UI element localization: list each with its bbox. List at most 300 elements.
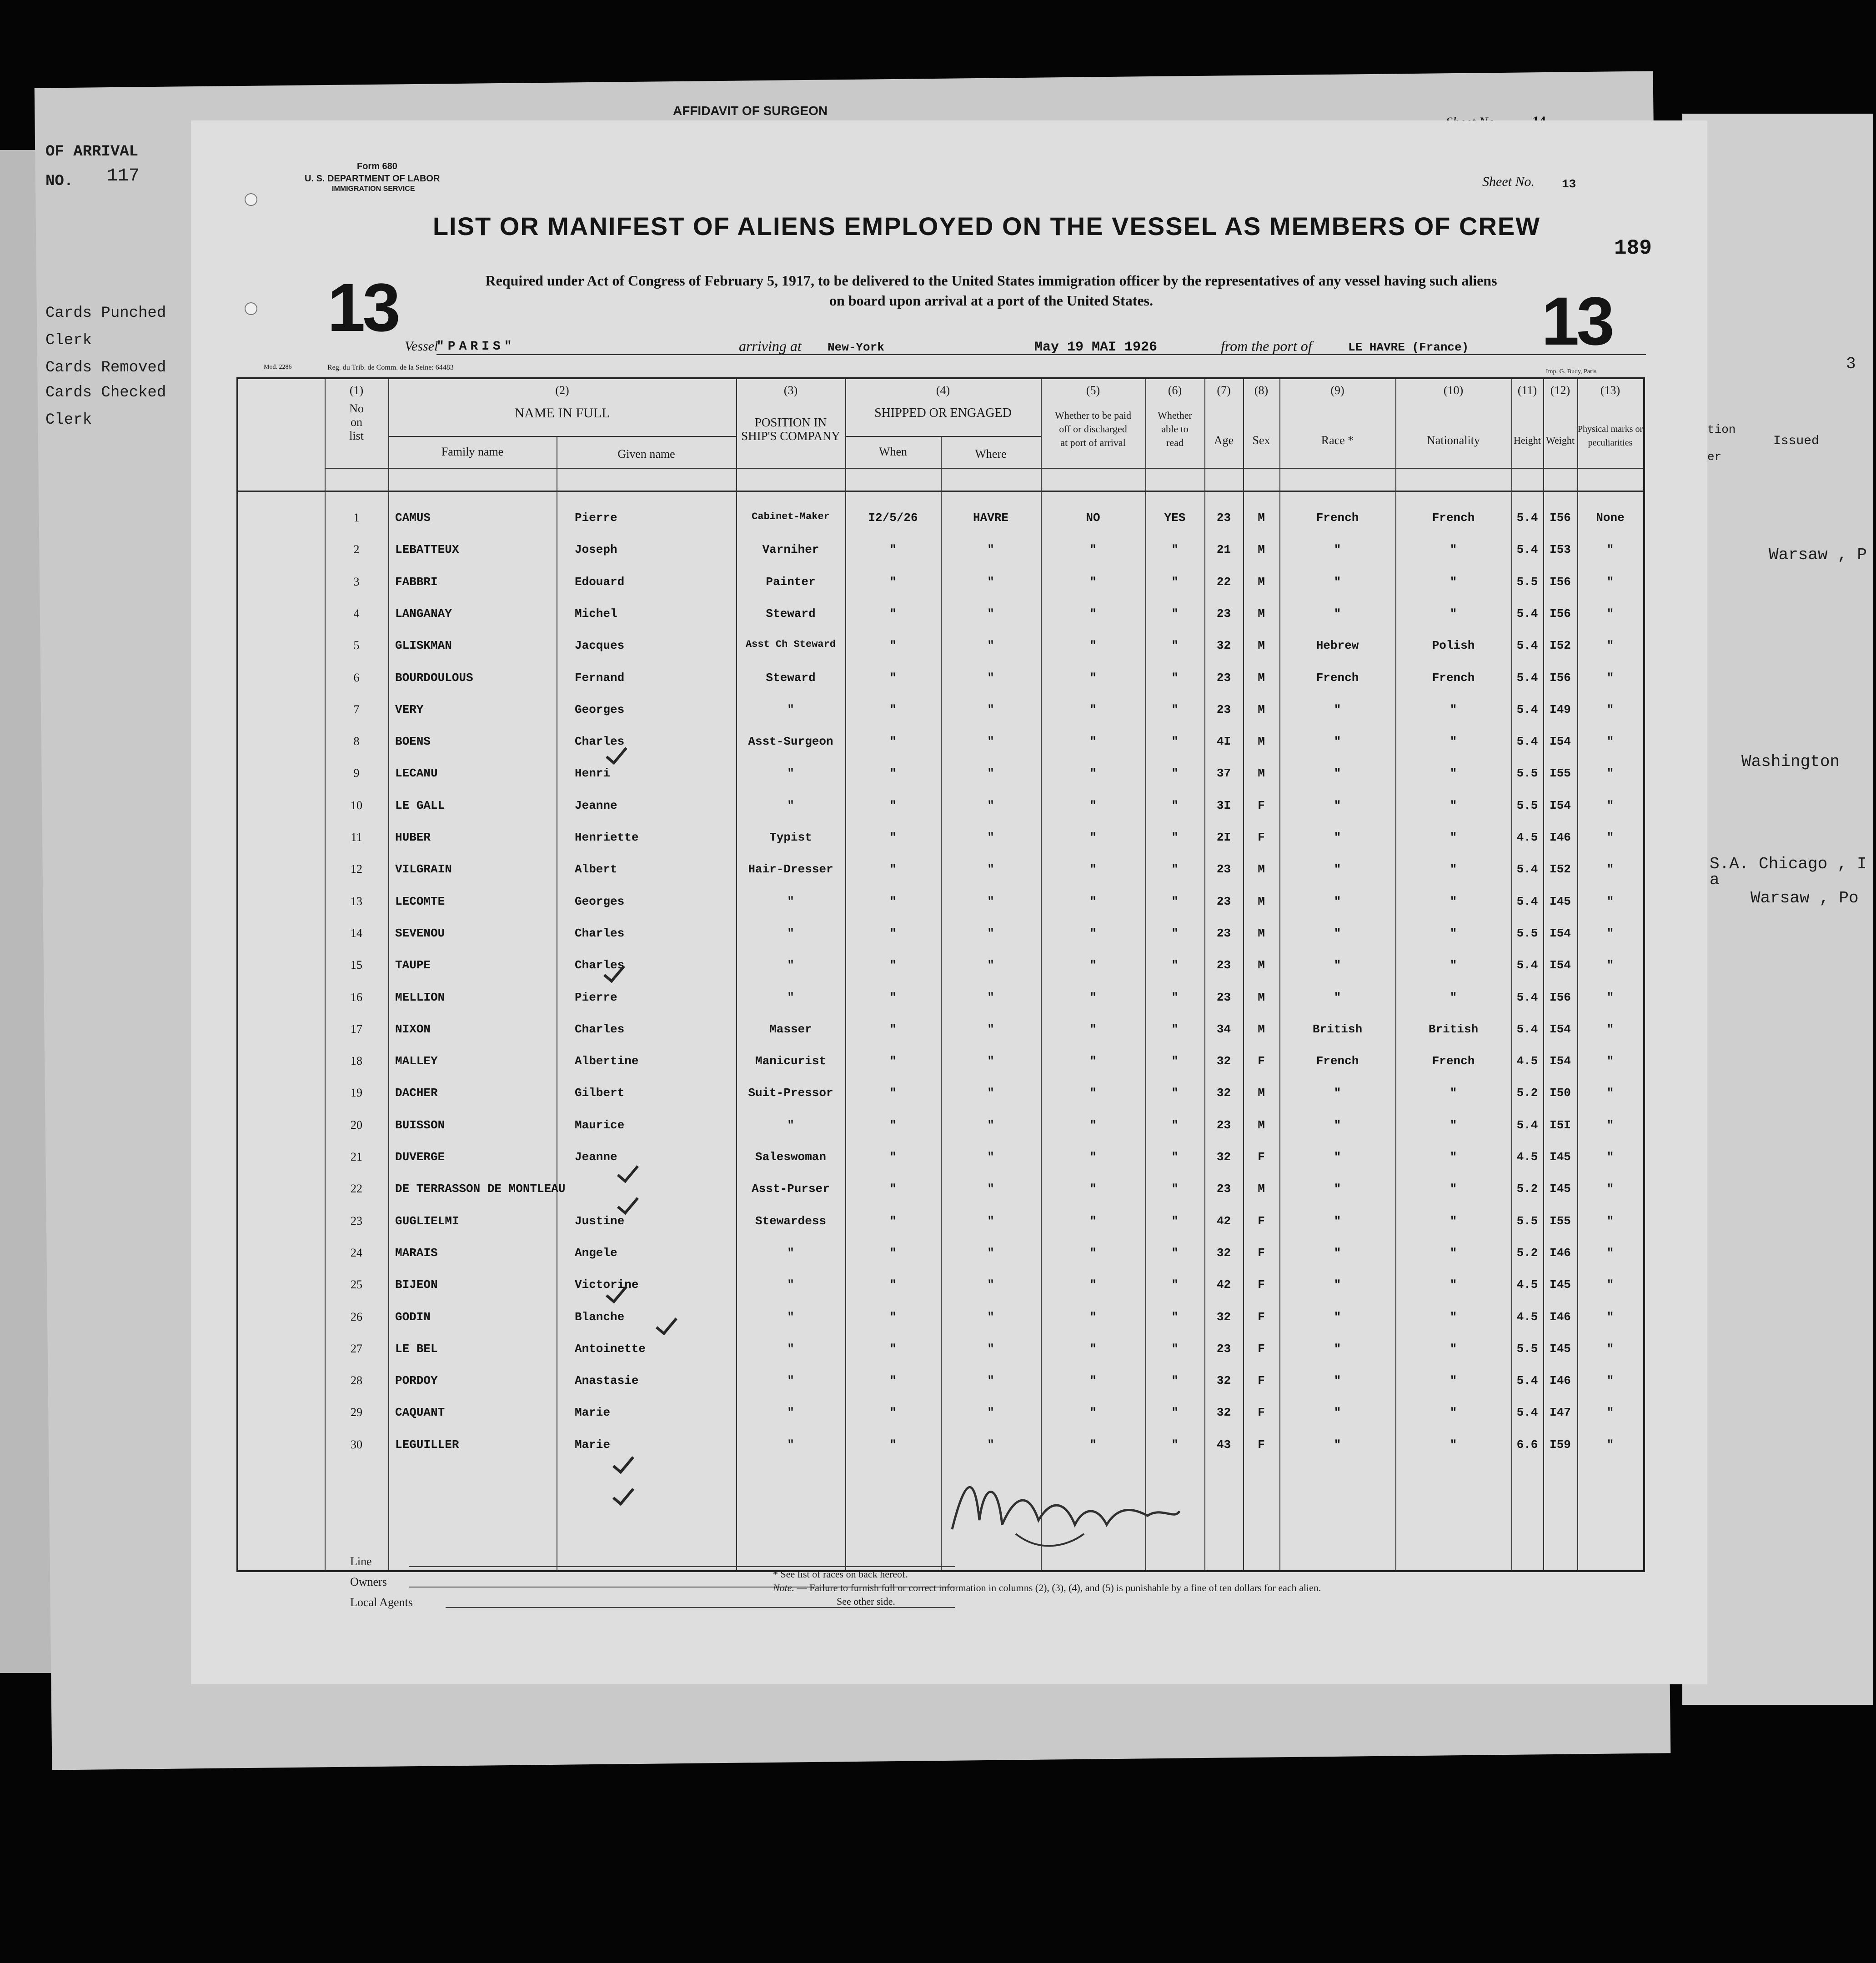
cell-age: 23 bbox=[1216, 1342, 1231, 1356]
cell-position: Cabinet-Maker bbox=[752, 511, 830, 522]
cell-given: Maurice bbox=[575, 1118, 625, 1132]
cell-paid: NO bbox=[1086, 511, 1100, 525]
cell-sex: M bbox=[1258, 990, 1265, 1004]
cell-nationality: " bbox=[1450, 702, 1457, 716]
cell-height: 5.4 bbox=[1516, 990, 1538, 1004]
cell-nationality: " bbox=[1450, 798, 1457, 812]
cell-where: " bbox=[987, 735, 994, 749]
footnote-races: * See list of races on back hereof. bbox=[773, 1568, 908, 1580]
cell-position: " bbox=[787, 1437, 794, 1452]
manifest-sheet bbox=[191, 120, 1707, 1684]
cell-position: Manicurist bbox=[755, 1054, 827, 1068]
footnote-see-other-side: See other side. bbox=[837, 1596, 895, 1607]
manifest-subtitle bbox=[336, 270, 1646, 310]
cell-sex: M bbox=[1258, 926, 1265, 940]
cell-read: " bbox=[1171, 639, 1179, 653]
cell-no: 22 bbox=[351, 1182, 362, 1196]
cell-height: 5.5 bbox=[1516, 1342, 1538, 1356]
cell-when: " bbox=[889, 1374, 897, 1388]
table-row bbox=[238, 735, 1643, 766]
cell-read: " bbox=[1171, 735, 1179, 749]
cell-no: 15 bbox=[351, 958, 362, 972]
cell-read: " bbox=[1171, 543, 1179, 557]
cell-race: " bbox=[1334, 1437, 1341, 1452]
cell-no: 20 bbox=[351, 1118, 362, 1132]
cell-read: " bbox=[1171, 702, 1179, 716]
cell-position: Asst-Purser bbox=[752, 1182, 830, 1196]
cell-sex: F bbox=[1258, 1054, 1265, 1068]
cell-race: " bbox=[1334, 606, 1341, 621]
cell-sex: M bbox=[1258, 639, 1265, 653]
cell-height: 4.5 bbox=[1516, 831, 1538, 844]
cell-where: " bbox=[987, 1022, 994, 1036]
cell-read: " bbox=[1171, 575, 1179, 589]
cell-weight: I56 bbox=[1550, 990, 1571, 1004]
cell-age: 32 bbox=[1216, 1374, 1231, 1388]
cell-when: " bbox=[889, 1022, 897, 1036]
cell-nationality: " bbox=[1450, 1182, 1457, 1196]
cell-where: " bbox=[987, 1374, 994, 1388]
cell-family: PORDOY bbox=[395, 1374, 438, 1388]
cell-age: 42 bbox=[1216, 1278, 1231, 1292]
cell-sex: M bbox=[1258, 702, 1265, 716]
table-row bbox=[238, 1342, 1643, 1374]
cell-race: French bbox=[1316, 1054, 1359, 1068]
binder-hole bbox=[245, 193, 257, 206]
cell-where: " bbox=[987, 1182, 994, 1196]
cell-race: Hebrew bbox=[1316, 639, 1359, 653]
cell-no: 19 bbox=[351, 1086, 362, 1100]
cell-family: DACHER bbox=[395, 1086, 438, 1100]
cell-sex: M bbox=[1258, 606, 1265, 621]
cell-when: " bbox=[889, 671, 897, 685]
cell-given: Georges bbox=[575, 894, 625, 908]
cell-when: " bbox=[889, 1182, 897, 1196]
col-8-number: (8) bbox=[1254, 384, 1269, 397]
cell-given: Antoinette bbox=[575, 1342, 646, 1356]
cell-paid: " bbox=[1089, 958, 1097, 972]
cell-family: CAQUANT bbox=[395, 1406, 445, 1420]
cell-sex: F bbox=[1258, 1150, 1265, 1164]
cell-given: Henriette bbox=[575, 831, 639, 844]
cell-family: SEVENOU bbox=[395, 926, 445, 940]
cell-sex: F bbox=[1258, 1278, 1265, 1292]
cell-paid: " bbox=[1089, 1054, 1097, 1068]
cell-sex: M bbox=[1258, 1022, 1265, 1036]
cell-where: " bbox=[987, 671, 994, 685]
table-row bbox=[238, 1150, 1643, 1182]
cell-age: 21 bbox=[1216, 543, 1231, 557]
cell-marks: " bbox=[1606, 671, 1614, 685]
arriving-value: New-York bbox=[828, 341, 884, 354]
cell-nationality: " bbox=[1450, 1086, 1457, 1100]
col-3-label: POSITION IN SHIP'S COMPANY bbox=[741, 416, 840, 443]
cell-age: 32 bbox=[1216, 1406, 1231, 1420]
cell-sex: M bbox=[1258, 766, 1265, 781]
cell-weight: I54 bbox=[1550, 1054, 1571, 1068]
cell-marks: " bbox=[1606, 1086, 1614, 1100]
cell-paid: " bbox=[1089, 735, 1097, 749]
cell-age: 32 bbox=[1216, 1246, 1231, 1260]
cell-position: Stewardess bbox=[755, 1214, 827, 1228]
cell-sex: M bbox=[1258, 735, 1265, 749]
cell-when: " bbox=[889, 926, 897, 940]
cell-weight: I45 bbox=[1550, 894, 1571, 908]
table-row bbox=[238, 958, 1643, 990]
col-12-number: (12) bbox=[1550, 384, 1570, 397]
cell-weight: I54 bbox=[1550, 798, 1571, 812]
cell-no: 29 bbox=[351, 1406, 362, 1419]
cell-given: Anastasie bbox=[575, 1374, 639, 1388]
cell-paid: " bbox=[1089, 639, 1097, 653]
cell-when: " bbox=[889, 1150, 897, 1164]
cell-height: 5.4 bbox=[1516, 1118, 1538, 1132]
page-number: 189 bbox=[1614, 236, 1652, 260]
table-row bbox=[238, 1118, 1643, 1150]
cell-given: Justine bbox=[575, 1214, 625, 1228]
cell-read: " bbox=[1171, 798, 1179, 812]
cell-given: Edouard bbox=[575, 575, 625, 589]
cell-weight: I54 bbox=[1550, 735, 1571, 749]
cell-position: Asst-Surgeon bbox=[748, 735, 833, 749]
department: U. S. DEPARTMENT OF LABOR bbox=[305, 174, 440, 184]
arriving-underline bbox=[828, 354, 1646, 355]
cell-paid: " bbox=[1089, 1022, 1097, 1036]
cell-read: " bbox=[1171, 1182, 1179, 1196]
cell-read: " bbox=[1171, 926, 1179, 940]
cell-given: Albert bbox=[575, 862, 617, 876]
note-text: — Failure to furnish full or correct information in columns (2), (3), (4), and (5) is punishable by a fine of ten dollars for each alien. bbox=[797, 1582, 1321, 1593]
cell-where: " bbox=[987, 606, 994, 621]
table-row bbox=[238, 1022, 1643, 1054]
cell-read: " bbox=[1171, 1054, 1179, 1068]
cell-sex: F bbox=[1258, 1374, 1265, 1388]
col-7-label: Age bbox=[1214, 434, 1234, 447]
cell-paid: " bbox=[1089, 1342, 1097, 1356]
cell-no: 30 bbox=[351, 1437, 362, 1451]
cell-read: YES bbox=[1164, 511, 1186, 525]
cell-position: " bbox=[787, 1118, 794, 1132]
cell-no: 5 bbox=[353, 639, 360, 652]
cell-marks: " bbox=[1606, 862, 1614, 876]
cell-age: 23 bbox=[1216, 894, 1231, 908]
sheet-number-stamp-left: 13 bbox=[327, 269, 398, 346]
col-5-number: (5) bbox=[1086, 384, 1100, 397]
cell-family: MALLEY bbox=[395, 1054, 438, 1068]
table-row bbox=[238, 511, 1643, 543]
crew-table bbox=[236, 377, 1645, 1572]
subtitle-line-1: Required under Act of Congress of February 5, 1917, to be delivered to the United States immigration officer by the representatives of any vessel having such aliens bbox=[485, 272, 1497, 289]
cell-nationality: " bbox=[1450, 766, 1457, 781]
cell-race: " bbox=[1334, 1118, 1341, 1132]
cell-weight: I46 bbox=[1550, 1310, 1571, 1324]
cell-when: " bbox=[889, 1342, 897, 1356]
cell-age: 23 bbox=[1216, 1118, 1231, 1132]
col-12-label: Weight bbox=[1546, 435, 1575, 446]
col-7-number: (7) bbox=[1217, 384, 1231, 397]
cell-when: " bbox=[889, 958, 897, 972]
cell-nationality: " bbox=[1450, 1406, 1457, 1420]
col-4-when: When bbox=[878, 445, 908, 458]
line-underline bbox=[409, 1566, 955, 1567]
cell-paid: " bbox=[1089, 543, 1097, 557]
cell-given: Jacques bbox=[575, 639, 625, 653]
cell-given: Henri bbox=[575, 766, 611, 781]
left-stub-no-value: 117 bbox=[107, 166, 140, 186]
table-row bbox=[238, 1374, 1643, 1406]
line-label: Line bbox=[350, 1555, 372, 1568]
cell-marks: " bbox=[1606, 958, 1614, 972]
cell-height: 5.4 bbox=[1516, 606, 1538, 621]
cell-height: 5.4 bbox=[1516, 702, 1538, 716]
cell-position: " bbox=[787, 894, 794, 908]
cell-family: NIXON bbox=[395, 1022, 431, 1036]
cell-marks: " bbox=[1606, 1246, 1614, 1260]
registration: Reg. du Trib. de Comm. de la Seine: 64483 bbox=[327, 364, 454, 371]
cell-height: 5.4 bbox=[1516, 511, 1538, 525]
cell-where: " bbox=[987, 543, 994, 557]
cell-read: " bbox=[1171, 862, 1179, 876]
table-row bbox=[238, 1214, 1643, 1246]
cell-where: " bbox=[987, 1437, 994, 1452]
header-divider bbox=[388, 436, 736, 437]
col-9-label: Race * bbox=[1321, 434, 1354, 447]
cell-nationality: " bbox=[1450, 926, 1457, 940]
arriving-label: arriving at bbox=[739, 338, 802, 354]
cell-nationality: " bbox=[1450, 990, 1457, 1004]
cell-sex: F bbox=[1258, 1214, 1265, 1228]
cell-where: " bbox=[987, 575, 994, 589]
cell-position: Suit-Pressor bbox=[748, 1086, 833, 1100]
cell-height: 5.2 bbox=[1516, 1086, 1538, 1100]
vessel-label: Vessel bbox=[405, 339, 438, 354]
cell-weight: I56 bbox=[1550, 671, 1571, 685]
manifest-title: LIST OR MANIFEST OF ALIENS EMPLOYED ON THE VESSEL AS MEMBERS OF CREW bbox=[432, 212, 1541, 240]
cell-position: Varniher bbox=[762, 543, 819, 557]
col-6-number: (6) bbox=[1168, 384, 1182, 397]
cell-race: French bbox=[1316, 511, 1359, 525]
cell-where: " bbox=[987, 926, 994, 940]
cell-where: " bbox=[987, 766, 994, 781]
cell-race: " bbox=[1334, 1374, 1341, 1388]
cell-family: MARAIS bbox=[395, 1246, 438, 1260]
cell-weight: I46 bbox=[1550, 1374, 1571, 1388]
cell-position: " bbox=[787, 958, 794, 972]
cell-weight: I47 bbox=[1550, 1406, 1571, 1420]
cell-marks: " bbox=[1606, 575, 1614, 589]
cell-position: " bbox=[787, 1246, 794, 1260]
cell-age: 43 bbox=[1216, 1437, 1231, 1452]
table-row bbox=[238, 895, 1643, 926]
cell-no: 2 bbox=[353, 543, 360, 556]
cell-read: " bbox=[1171, 606, 1179, 621]
cell-when: " bbox=[889, 575, 897, 589]
cell-sex: M bbox=[1258, 1118, 1265, 1132]
cell-no: 3 bbox=[353, 575, 360, 588]
cell-family: GODIN bbox=[395, 1310, 431, 1324]
cell-weight: I45 bbox=[1550, 1278, 1571, 1292]
cell-age: 32 bbox=[1216, 1310, 1231, 1324]
cell-age: 2I bbox=[1216, 831, 1231, 844]
cell-no: 1 bbox=[353, 511, 360, 524]
cell-read: " bbox=[1171, 1022, 1179, 1036]
cell-when: " bbox=[889, 1406, 897, 1420]
cell-no: 21 bbox=[351, 1150, 362, 1163]
cell-family: LE GALL bbox=[395, 798, 445, 812]
cell-where: " bbox=[987, 1310, 994, 1324]
left-stub-line-5: Clerk bbox=[45, 411, 92, 429]
cell-age: 23 bbox=[1216, 958, 1231, 972]
right-stub-entry-3: S.A. Chicago , I bbox=[1710, 855, 1867, 873]
cell-given: Joseph bbox=[575, 543, 617, 557]
cell-position: " bbox=[787, 1342, 794, 1356]
cell-given: Charles bbox=[575, 735, 625, 749]
cell-height: 5.5 bbox=[1516, 575, 1538, 589]
cell-height: 5.4 bbox=[1516, 1406, 1538, 1420]
cell-read: " bbox=[1171, 1406, 1179, 1420]
cell-marks: " bbox=[1606, 1437, 1614, 1452]
cell-race: French bbox=[1316, 671, 1359, 685]
cell-position: Steward bbox=[766, 606, 816, 621]
cell-no: 18 bbox=[351, 1054, 362, 1068]
cell-paid: " bbox=[1089, 831, 1097, 844]
cell-paid: " bbox=[1089, 1374, 1097, 1388]
cell-position: Steward bbox=[766, 671, 816, 685]
cell-height: 5.4 bbox=[1516, 543, 1538, 557]
cell-age: 23 bbox=[1216, 511, 1231, 525]
col-2-given: Given name bbox=[617, 447, 675, 461]
cell-sex: F bbox=[1258, 1310, 1265, 1324]
cell-given: Pierre bbox=[575, 990, 617, 1004]
cell-nationality: " bbox=[1450, 575, 1457, 589]
cell-age: 32 bbox=[1216, 1150, 1231, 1164]
cell-nationality: " bbox=[1450, 1118, 1457, 1132]
cell-position: " bbox=[787, 798, 794, 812]
cell-family: BUISSON bbox=[395, 1118, 445, 1132]
col-9-number: (9) bbox=[1330, 384, 1344, 397]
table-row bbox=[238, 862, 1643, 894]
cell-height: 4.5 bbox=[1516, 1054, 1538, 1068]
cell-position: Hair-Dresser bbox=[748, 862, 833, 876]
cell-when: " bbox=[889, 766, 897, 781]
left-stub-line-1: Cards Punched bbox=[45, 305, 166, 322]
right-stub-col-3: 3 bbox=[1846, 355, 1856, 373]
col-4-label: SHIPPED OR ENGAGED bbox=[874, 406, 1012, 420]
cell-sex: F bbox=[1258, 1246, 1265, 1260]
cell-race: " bbox=[1334, 543, 1341, 557]
cell-position: " bbox=[787, 1406, 794, 1420]
cell-weight: I56 bbox=[1550, 511, 1571, 525]
cell-no: 6 bbox=[353, 671, 360, 684]
cell-read: " bbox=[1171, 831, 1179, 844]
left-stub-line-2: Clerk bbox=[45, 332, 92, 349]
cell-race: " bbox=[1334, 831, 1341, 844]
cell-height: 5.5 bbox=[1516, 766, 1538, 781]
cell-sex: M bbox=[1258, 862, 1265, 876]
cell-no: 13 bbox=[351, 894, 362, 908]
right-stub-entry-4: a bbox=[1710, 871, 1720, 889]
right-stub-col-issued: Issued bbox=[1773, 434, 1819, 448]
cell-given: Pierre bbox=[575, 511, 617, 525]
header-bottom bbox=[238, 491, 1643, 492]
cell-family: LEGUILLER bbox=[395, 1437, 459, 1452]
cell-position: Saleswoman bbox=[755, 1150, 827, 1164]
header-divider bbox=[325, 468, 1643, 469]
cell-age: 3I bbox=[1216, 798, 1231, 812]
cell-race: " bbox=[1334, 702, 1341, 716]
cell-weight: I50 bbox=[1550, 1086, 1571, 1100]
cell-weight: I52 bbox=[1550, 639, 1571, 653]
cell-paid: " bbox=[1089, 1406, 1097, 1420]
cell-when: " bbox=[889, 543, 897, 557]
cell-where: " bbox=[987, 639, 994, 653]
cell-read: " bbox=[1171, 671, 1179, 685]
cell-where: " bbox=[987, 1214, 994, 1228]
cell-height: 5.5 bbox=[1516, 926, 1538, 940]
cell-position: Asst Ch Steward bbox=[745, 639, 836, 651]
cell-given: Albertine bbox=[575, 1054, 639, 1068]
cell-given: Charles bbox=[575, 1022, 625, 1036]
cell-paid: " bbox=[1089, 1278, 1097, 1292]
cell-sex: F bbox=[1258, 798, 1265, 812]
cell-family: LECOMTE bbox=[395, 894, 445, 908]
cell-read: " bbox=[1171, 958, 1179, 972]
cell-nationality: " bbox=[1450, 543, 1457, 557]
cell-height: 5.4 bbox=[1516, 1022, 1538, 1036]
col-4-where: Where bbox=[975, 447, 1007, 461]
cell-weight: I54 bbox=[1550, 958, 1571, 972]
cell-paid: " bbox=[1089, 1214, 1097, 1228]
signature bbox=[948, 1466, 1184, 1557]
col-8-label: Sex bbox=[1252, 434, 1270, 447]
cell-height: 5.2 bbox=[1516, 1182, 1538, 1196]
cell-height: 5.4 bbox=[1516, 1374, 1538, 1388]
cell-position: " bbox=[787, 990, 794, 1004]
cell-nationality: French bbox=[1432, 511, 1475, 525]
cell-paid: " bbox=[1089, 1437, 1097, 1452]
cell-nationality: " bbox=[1450, 1214, 1457, 1228]
right-stub-entry-5: Warsaw , Po bbox=[1751, 889, 1859, 907]
cell-where: HAVRE bbox=[973, 511, 1008, 525]
cell-nationality: " bbox=[1450, 1310, 1457, 1324]
cell-nationality: " bbox=[1450, 894, 1457, 908]
cell-weight: I56 bbox=[1550, 575, 1571, 589]
cell-age: 32 bbox=[1216, 639, 1231, 653]
cell-where: " bbox=[987, 1118, 994, 1132]
cell-race: " bbox=[1334, 862, 1341, 876]
cell-weight: I54 bbox=[1550, 926, 1571, 940]
cell-nationality: " bbox=[1450, 958, 1457, 972]
local-agents-label: Local Agents bbox=[350, 1596, 413, 1609]
cell-read: " bbox=[1171, 894, 1179, 908]
cell-height: 5.5 bbox=[1516, 798, 1538, 812]
cell-height: 5.4 bbox=[1516, 862, 1538, 876]
affidavit-heading: AFFIDAVIT OF SURGEON bbox=[673, 104, 828, 118]
table-row bbox=[238, 831, 1643, 862]
cell-sex: M bbox=[1258, 575, 1265, 589]
cell-position: Masser bbox=[769, 1022, 812, 1036]
cell-race: " bbox=[1334, 735, 1341, 749]
cell-where: " bbox=[987, 1054, 994, 1068]
cell-height: 5.2 bbox=[1516, 1246, 1538, 1260]
cell-position: Painter bbox=[766, 575, 816, 589]
cell-race: " bbox=[1334, 1214, 1341, 1228]
cell-paid: " bbox=[1089, 1182, 1097, 1196]
cell-no: 25 bbox=[351, 1278, 362, 1292]
cell-height: 5.4 bbox=[1516, 958, 1538, 972]
col-13-label: Physical marks or peculiarities bbox=[1577, 424, 1643, 448]
cell-family: LEBATTEUX bbox=[395, 543, 459, 557]
